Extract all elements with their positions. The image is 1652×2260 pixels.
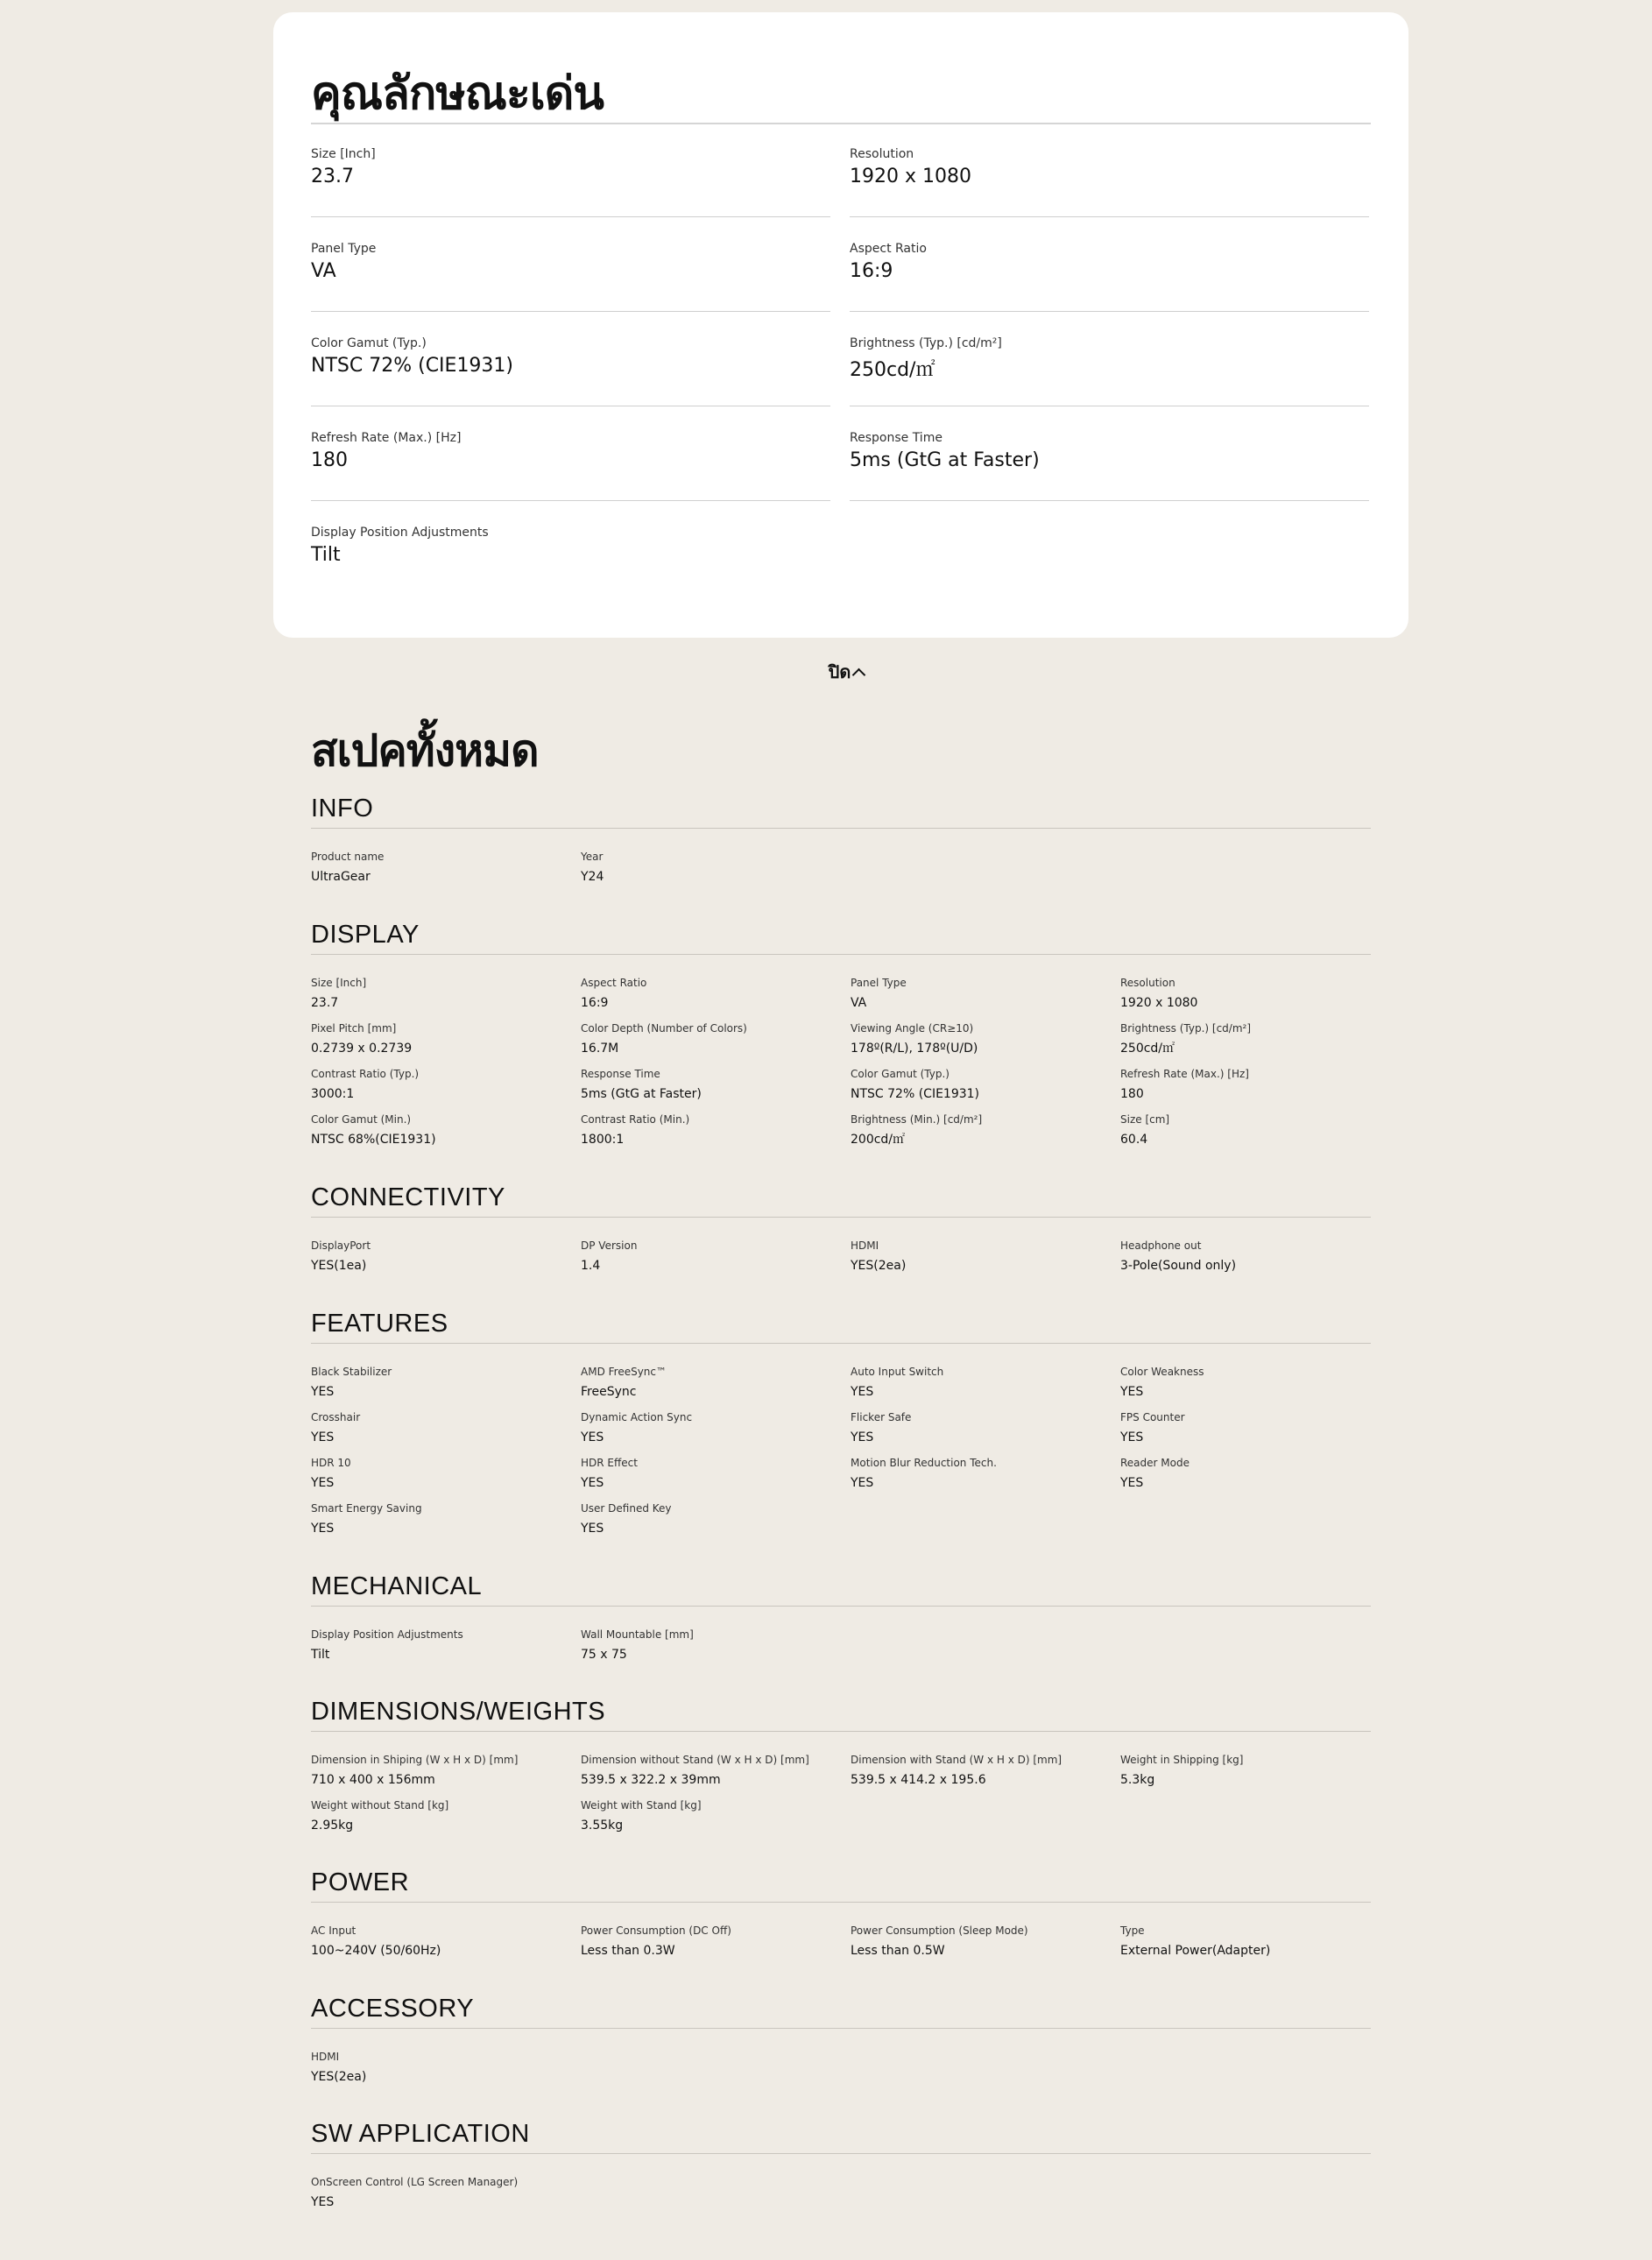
spec-item [311, 1798, 581, 1844]
spec-value: YES [851, 1385, 874, 1399]
collapse-button[interactable] [820, 659, 872, 685]
spec-section-title: SW APPLICATION [311, 2115, 1371, 2154]
spec-label: Weight without Stand [kg] [311, 1799, 449, 1812]
spec-label: Headphone out [1120, 1239, 1202, 1252]
spec-item [1120, 976, 1371, 1021]
spec-value: YES [581, 1522, 604, 1536]
spec-value: UltraGear [311, 870, 371, 884]
spec-value: 1.4 [581, 1259, 601, 1273]
spec-value: YES [311, 1430, 335, 1444]
spec-item [851, 1365, 1120, 1410]
spec-value: 539.5 x 414.2 x 195.6 [851, 1773, 986, 1787]
spec-value: 180 [1120, 1087, 1144, 1101]
spec-label: Black Stabilizer [311, 1366, 392, 1378]
spec-value: YES [1120, 1476, 1144, 1490]
spec-item [581, 1753, 851, 1798]
spec-item [851, 1112, 1120, 1158]
spec-item [311, 1365, 581, 1410]
spec-item [851, 1456, 1120, 1501]
spec-value: 3000:1 [311, 1087, 355, 1101]
key-features-card [273, 12, 1408, 638]
key-feature-item [850, 123, 1369, 217]
spec-item [581, 1628, 851, 1673]
spec-value: YES(1ea) [311, 1259, 367, 1273]
spec-value: 1920 x 1080 [1120, 996, 1198, 1010]
spec-label: Reader Mode [1120, 1457, 1190, 1469]
spec-label: Color Gamut (Min.) [311, 1113, 412, 1126]
spec-item [1120, 1067, 1371, 1112]
spec-label: Color Depth (Number of Colors) [581, 1022, 747, 1035]
spec-item [581, 1501, 851, 1547]
spec-item [581, 1456, 851, 1501]
all-specs-title: สเปคทั้งหมด [311, 725, 539, 776]
spec-item [311, 2175, 581, 2221]
spec-value: NTSC 72% (CIE1931) [851, 1087, 980, 1101]
spec-label: Type [1120, 1925, 1145, 1937]
spec-item [1120, 1112, 1371, 1158]
key-feature-value: 23.7 [311, 166, 354, 187]
spec-item [581, 1112, 851, 1158]
key-feature-label: Response Time [850, 431, 942, 445]
spec-section-display [311, 916, 1371, 1158]
spec-item [311, 1021, 581, 1067]
spec-item [1120, 1021, 1371, 1067]
spec-label: Power Consumption (DC Off) [581, 1925, 731, 1937]
spec-label: Viewing Angle (CR≥10) [851, 1022, 974, 1035]
key-feature-label: Display Position Adjustments [311, 526, 489, 540]
spec-label: HDR 10 [311, 1457, 351, 1469]
chevron-up-icon [852, 667, 866, 682]
spec-label: Response Time [581, 1068, 660, 1080]
spec-value: YES [581, 1476, 604, 1490]
spec-item [1120, 1753, 1371, 1798]
spec-value: YES [1120, 1385, 1144, 1399]
spec-item [581, 850, 851, 895]
spec-label: Dynamic Action Sync [581, 1411, 693, 1423]
spec-item [1120, 1365, 1371, 1410]
spec-grid [311, 1607, 1371, 1673]
key-feature-label: Brightness (Typ.) [cd/m²] [850, 336, 1002, 350]
spec-label: DisplayPort [311, 1239, 371, 1252]
spec-label: Wall Mountable [mm] [581, 1628, 694, 1641]
spec-value: VA [851, 996, 867, 1010]
spec-label: Dimension in Shiping (W x H x D) [mm] [311, 1754, 519, 1766]
spec-value: YES [311, 1476, 335, 1490]
spec-label: Power Consumption (Sleep Mode) [851, 1925, 1028, 1937]
key-feature-value: 5ms (GtG at Faster) [850, 449, 1040, 471]
spec-section-title: INFO [311, 790, 1371, 829]
spec-label: Brightness (Typ.) [cd/m²] [1120, 1022, 1252, 1035]
spec-label: Color Gamut (Typ.) [851, 1068, 950, 1080]
spec-section-title: MECHANICAL [311, 1568, 1371, 1607]
spec-section-dimensions-weights [311, 1693, 1371, 1844]
spec-value: Y24 [581, 870, 604, 884]
spec-label: OnScreen Control (LG Screen Manager) [311, 2176, 519, 2188]
spec-value: 3.55kg [581, 1819, 624, 1833]
spec-label: HDR Effect [581, 1457, 638, 1469]
key-feature-label: Size [Inch] [311, 147, 376, 161]
spec-value: External Power(Adapter) [1120, 1944, 1271, 1958]
spec-item [581, 1365, 851, 1410]
key-feature-label: Resolution [850, 147, 914, 161]
key-feature-item [311, 501, 830, 595]
key-feature-item [850, 312, 1369, 406]
spec-value: 0.2739 x 0.2739 [311, 1042, 413, 1056]
spec-label: Size [cm] [1120, 1113, 1170, 1126]
spec-label: Contrast Ratio (Typ.) [311, 1068, 420, 1080]
spec-label: Flicker Safe [851, 1411, 912, 1423]
spec-section-title: DISPLAY [311, 916, 1371, 955]
collapse-button-label: ปิด [828, 661, 851, 682]
spec-item [311, 1410, 581, 1456]
spec-item [581, 1410, 851, 1456]
spec-value: NTSC 68%(CIE1931) [311, 1133, 436, 1147]
spec-item [581, 1239, 851, 1284]
spec-label: Weight in Shipping [kg] [1120, 1754, 1244, 1766]
key-feature-value: VA [311, 260, 336, 282]
key-feature-label: Aspect Ratio [850, 242, 927, 256]
spec-item [311, 1501, 581, 1547]
spec-value: 16:9 [581, 996, 609, 1010]
spec-value: 100~240V (50/60Hz) [311, 1944, 441, 1958]
spec-value: YES(2ea) [311, 2070, 367, 2084]
spec-label: HDMI [851, 1239, 879, 1252]
spec-section-sw-application [311, 2115, 1371, 2221]
spec-item [851, 1021, 1120, 1067]
spec-item [1120, 1410, 1371, 1456]
spec-label: Product name [311, 851, 385, 863]
spec-grid [311, 829, 1371, 895]
spec-label: Smart Energy Saving [311, 1502, 422, 1515]
spec-item [851, 1753, 1120, 1798]
spec-grid [311, 1903, 1371, 1969]
spec-label: Contrast Ratio (Min.) [581, 1113, 690, 1126]
spec-label: Dimension without Stand (W x H x D) [mm] [581, 1754, 809, 1766]
spec-label: Resolution [1120, 977, 1175, 989]
spec-label: User Defined Key [581, 1502, 672, 1515]
spec-item [581, 1924, 851, 1969]
spec-value: YES [311, 2195, 335, 2209]
spec-section-title: FEATURES [311, 1305, 1371, 1344]
spec-item [311, 1456, 581, 1501]
spec-value: YES [581, 1430, 604, 1444]
spec-label: Auto Input Switch [851, 1366, 944, 1378]
spec-item [1120, 1456, 1371, 1501]
spec-value: 5.3kg [1120, 1773, 1155, 1787]
spec-grid [311, 1732, 1371, 1844]
spec-value: 5ms (GtG at Faster) [581, 1087, 702, 1101]
key-feature-item [850, 217, 1369, 312]
spec-item [581, 976, 851, 1021]
spec-value: 250cd/㎡ [1120, 1042, 1175, 1056]
spec-value: 23.7 [311, 996, 339, 1010]
spec-grid [311, 2029, 1371, 2095]
key-feature-label: Color Gamut (Typ.) [311, 336, 427, 350]
key-feature-label: Panel Type [311, 242, 377, 256]
spec-label: Motion Blur Reduction Tech. [851, 1457, 997, 1469]
spec-value: YES(2ea) [851, 1259, 907, 1273]
spec-label: Size [Inch] [311, 977, 367, 989]
spec-item [851, 1067, 1120, 1112]
spec-item [311, 1112, 581, 1158]
spec-value: YES [1120, 1430, 1144, 1444]
spec-label: AMD FreeSync™ [581, 1366, 667, 1378]
spec-item [851, 1239, 1120, 1284]
spec-value: 60.4 [1120, 1133, 1148, 1147]
spec-item [851, 1410, 1120, 1456]
spec-grid [311, 955, 1371, 1158]
spec-label: AC Input [311, 1925, 357, 1937]
spec-item [1120, 1924, 1371, 1969]
spec-section-accessory [311, 1990, 1371, 2095]
spec-value: 710 x 400 x 156mm [311, 1773, 435, 1787]
spec-value: Less than 0.5W [851, 1944, 945, 1958]
spec-label: FPS Counter [1120, 1411, 1185, 1423]
spec-item [311, 2050, 581, 2095]
spec-grid [311, 1344, 1371, 1547]
spec-item [851, 976, 1120, 1021]
spec-label: Display Position Adjustments [311, 1628, 463, 1641]
key-feature-value: 180 [311, 449, 348, 471]
key-feature-item [311, 123, 830, 217]
spec-value: FreeSync [581, 1385, 637, 1399]
spec-value: 539.5 x 322.2 x 39mm [581, 1773, 721, 1787]
spec-value: YES [851, 1476, 874, 1490]
key-feature-item [311, 312, 830, 406]
key-feature-item [311, 406, 830, 501]
spec-grid [311, 2154, 1371, 2221]
spec-label: Aspect Ratio [581, 977, 647, 989]
spec-item [581, 1021, 851, 1067]
spec-section-info [311, 790, 1371, 895]
spec-label: Panel Type [851, 977, 907, 989]
spec-section-connectivity [311, 1179, 1371, 1284]
spec-section-title: ACCESSORY [311, 1990, 1371, 2029]
spec-value: 178º(R/L), 178º(U/D) [851, 1042, 978, 1056]
spec-section-mechanical [311, 1568, 1371, 1673]
spec-section-power [311, 1864, 1371, 1969]
spec-item [581, 1798, 851, 1844]
spec-value: Less than 0.3W [581, 1944, 675, 1958]
spec-item [581, 1067, 851, 1112]
spec-section-features [311, 1305, 1371, 1547]
spec-label: Weight with Stand [kg] [581, 1799, 702, 1812]
spec-value: YES [311, 1385, 335, 1399]
spec-value: 2.95kg [311, 1819, 354, 1833]
spec-label: Brightness (Min.) [cd/m²] [851, 1113, 983, 1126]
spec-label: Dimension with Stand (W x H x D) [mm] [851, 1754, 1063, 1766]
key-feature-value: 250cd/㎡ [850, 359, 935, 381]
key-feature-value: 1920 x 1080 [850, 166, 971, 187]
spec-label: Year [581, 851, 604, 863]
spec-label: DP Version [581, 1239, 638, 1252]
spec-section-title: CONNECTIVITY [311, 1179, 1371, 1218]
key-feature-value: NTSC 72% (CIE1931) [311, 355, 514, 377]
spec-value: 75 x 75 [581, 1648, 627, 1662]
spec-label: Pixel Pitch [mm] [311, 1022, 397, 1035]
spec-value: 1800:1 [581, 1133, 625, 1147]
spec-item [311, 1067, 581, 1112]
spec-item [1120, 1239, 1371, 1284]
key-features-title: คุณลักษณะเด่น [311, 67, 604, 120]
key-features-grid [311, 123, 1371, 595]
key-feature-label: Refresh Rate (Max.) [Hz] [311, 431, 462, 445]
spec-item [311, 1753, 581, 1798]
key-feature-item [850, 406, 1369, 501]
spec-value: 16.7M [581, 1042, 619, 1056]
spec-value: YES [851, 1430, 874, 1444]
spec-section-title: DIMENSIONS/WEIGHTS [311, 1693, 1371, 1732]
spec-item [851, 1924, 1120, 1969]
spec-value: 3-Pole(Sound only) [1120, 1259, 1237, 1273]
spec-label: Color Weakness [1120, 1366, 1204, 1378]
spec-section-title: POWER [311, 1864, 1371, 1903]
key-feature-value: 16:9 [850, 260, 893, 282]
spec-value: 200cd/㎡ [851, 1133, 906, 1147]
key-feature-item [311, 217, 830, 312]
spec-grid [311, 1218, 1371, 1284]
spec-label: Crosshair [311, 1411, 361, 1423]
spec-label: Refresh Rate (Max.) [Hz] [1120, 1068, 1249, 1080]
spec-item [311, 1924, 581, 1969]
spec-value: Tilt [311, 1648, 330, 1662]
spec-item [311, 1628, 581, 1673]
spec-item [311, 1239, 581, 1284]
spec-item [311, 850, 581, 895]
spec-value: YES [311, 1522, 335, 1536]
key-feature-value: Tilt [311, 544, 341, 566]
spec-label: HDMI [311, 2051, 340, 2063]
spec-item [311, 976, 581, 1021]
